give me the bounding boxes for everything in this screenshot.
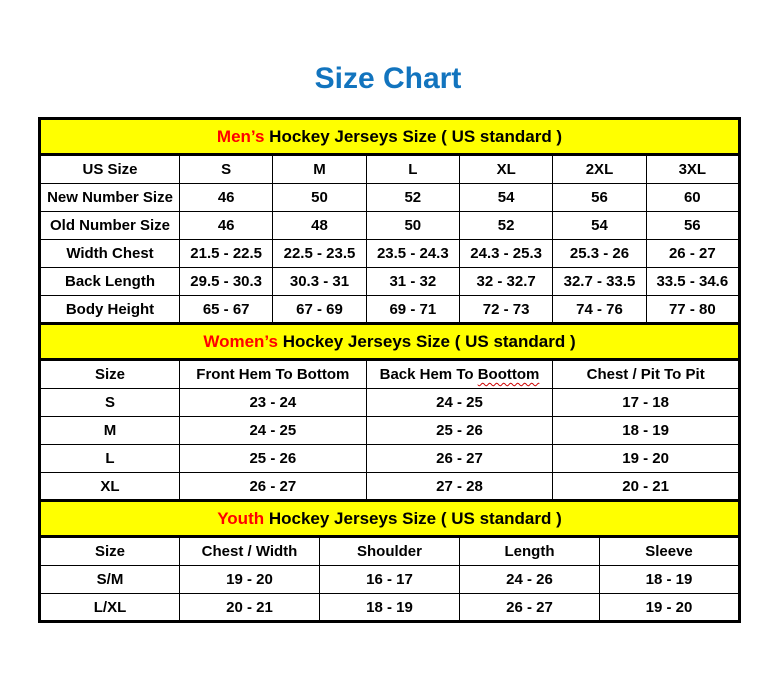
value-cell: 26 - 27 xyxy=(460,594,600,622)
value-cell: 32 - 32.7 xyxy=(459,268,552,296)
value-cell: 26 - 27 xyxy=(366,445,553,473)
value-cell: 30.3 - 31 xyxy=(273,268,366,296)
value-cell: 25 - 26 xyxy=(180,445,367,473)
value-cell: 25 - 26 xyxy=(366,417,553,445)
womens-section-title-rest: Hockey Jerseys Size ( US standard ) xyxy=(277,331,576,351)
value-cell: 27 - 28 xyxy=(366,473,553,501)
table-row xyxy=(40,445,740,473)
value-cell: 18 - 19 xyxy=(320,594,460,622)
table-row xyxy=(40,296,740,324)
table-row xyxy=(40,417,740,445)
value-cell: 74 - 76 xyxy=(553,296,646,324)
value-cell: 67 - 69 xyxy=(273,296,366,324)
value-cell: 17 - 18 xyxy=(553,389,740,417)
womens-section-header xyxy=(40,324,740,360)
mens-col-m: M xyxy=(273,155,366,184)
womens-col-back-hem xyxy=(366,360,553,389)
value-cell: 26 - 27 xyxy=(180,473,367,501)
row-label: XL xyxy=(40,473,180,501)
mens-section-title-accent: Men’s xyxy=(216,126,265,146)
back-hem-label: Back Hem To xyxy=(379,366,478,383)
value-cell: 24 - 26 xyxy=(460,566,600,594)
mens-section-title xyxy=(40,119,740,155)
table-row xyxy=(40,184,740,212)
value-cell: 21.5 - 22.5 xyxy=(180,240,273,268)
value-cell: 22.5 - 23.5 xyxy=(273,240,366,268)
row-label: Back Length xyxy=(40,268,180,296)
value-cell: 46 xyxy=(180,212,273,240)
value-cell: 20 - 21 xyxy=(180,594,320,622)
table-row xyxy=(40,240,740,268)
youth-col-sleeve: Sleeve xyxy=(600,537,740,566)
youth-section-title-accent: Youth xyxy=(217,508,265,528)
value-cell: 24 - 25 xyxy=(180,417,367,445)
value-cell: 56 xyxy=(646,212,739,240)
youth-section-header xyxy=(40,501,740,537)
value-cell: 24 - 25 xyxy=(366,389,553,417)
youth-col-chest-width: Chest / Width xyxy=(180,537,320,566)
value-cell: 20 - 21 xyxy=(553,473,740,501)
youth-col-size: Size xyxy=(40,537,180,566)
mens-section-header xyxy=(40,119,740,155)
value-cell: 18 - 19 xyxy=(600,566,740,594)
womens-col-size: Size xyxy=(40,360,180,389)
mens-size-table xyxy=(38,117,741,325)
table-row xyxy=(40,594,740,622)
value-cell: 31 - 32 xyxy=(366,268,459,296)
mens-col-xl: XL xyxy=(459,155,552,184)
value-cell: 72 - 73 xyxy=(459,296,552,324)
table-row xyxy=(40,212,740,240)
value-cell: 18 - 19 xyxy=(553,417,740,445)
youth-section-title xyxy=(40,501,740,537)
row-label: Old Number Size xyxy=(40,212,180,240)
value-cell: 23.5 - 24.3 xyxy=(366,240,459,268)
mens-section-title-rest: Hockey Jerseys Size ( US standard ) xyxy=(264,126,563,146)
value-cell: 19 - 20 xyxy=(600,594,740,622)
value-cell: 19 - 20 xyxy=(553,445,740,473)
row-label: S/M xyxy=(40,566,180,594)
value-cell: 48 xyxy=(273,212,366,240)
mens-col-l: L xyxy=(366,155,459,184)
table-row xyxy=(40,268,740,296)
row-label: Width Chest xyxy=(40,240,180,268)
value-cell: 54 xyxy=(553,212,646,240)
youth-section-title-rest: Hockey Jerseys Size ( US standard ) xyxy=(264,508,562,528)
row-label: L xyxy=(40,445,180,473)
womens-size-table xyxy=(38,322,741,502)
youth-column-header-row xyxy=(40,537,740,566)
womens-section-title-accent: Women’s xyxy=(203,331,278,351)
value-cell: 16 - 17 xyxy=(320,566,460,594)
row-label: M xyxy=(40,417,180,445)
value-cell: 54 xyxy=(459,184,552,212)
value-cell: 26 - 27 xyxy=(646,240,739,268)
page-title: Size Chart xyxy=(314,62,462,95)
value-cell: 50 xyxy=(366,212,459,240)
row-label: S xyxy=(40,389,180,417)
mens-col-s: S xyxy=(180,155,273,184)
womens-section-title xyxy=(40,324,740,360)
value-cell: 52 xyxy=(366,184,459,212)
youth-size-table xyxy=(38,499,741,623)
value-cell: 33.5 - 34.6 xyxy=(646,268,739,296)
mens-col-us-size: US Size xyxy=(40,155,180,184)
value-cell: 29.5 - 30.3 xyxy=(180,268,273,296)
back-hem-typo-underlined: Boottom xyxy=(477,366,540,383)
value-cell: 50 xyxy=(273,184,366,212)
mens-column-header-row xyxy=(40,155,740,184)
table-row xyxy=(40,566,740,594)
mens-col-2xl: 2XL xyxy=(553,155,646,184)
size-chart xyxy=(38,117,741,623)
youth-col-shoulder: Shoulder xyxy=(320,537,460,566)
value-cell: 24.3 - 25.3 xyxy=(459,240,552,268)
value-cell: 69 - 71 xyxy=(366,296,459,324)
table-row xyxy=(40,389,740,417)
value-cell: 77 - 80 xyxy=(646,296,739,324)
mens-col-3xl: 3XL xyxy=(646,155,739,184)
row-label: L/XL xyxy=(40,594,180,622)
womens-col-chest: Chest / Pit To Pit xyxy=(553,360,740,389)
womens-column-header-row xyxy=(40,360,740,389)
value-cell: 19 - 20 xyxy=(180,566,320,594)
row-label: New Number Size xyxy=(40,184,180,212)
value-cell: 52 xyxy=(459,212,552,240)
table-row xyxy=(40,473,740,501)
value-cell: 65 - 67 xyxy=(180,296,273,324)
womens-col-front-hem: Front Hem To Bottom xyxy=(180,360,367,389)
value-cell: 60 xyxy=(646,184,739,212)
youth-col-length: Length xyxy=(460,537,600,566)
row-label: Body Height xyxy=(40,296,180,324)
value-cell: 25.3 - 26 xyxy=(553,240,646,268)
value-cell: 32.7 - 33.5 xyxy=(553,268,646,296)
value-cell: 23 - 24 xyxy=(180,389,367,417)
value-cell: 56 xyxy=(553,184,646,212)
value-cell: 46 xyxy=(180,184,273,212)
